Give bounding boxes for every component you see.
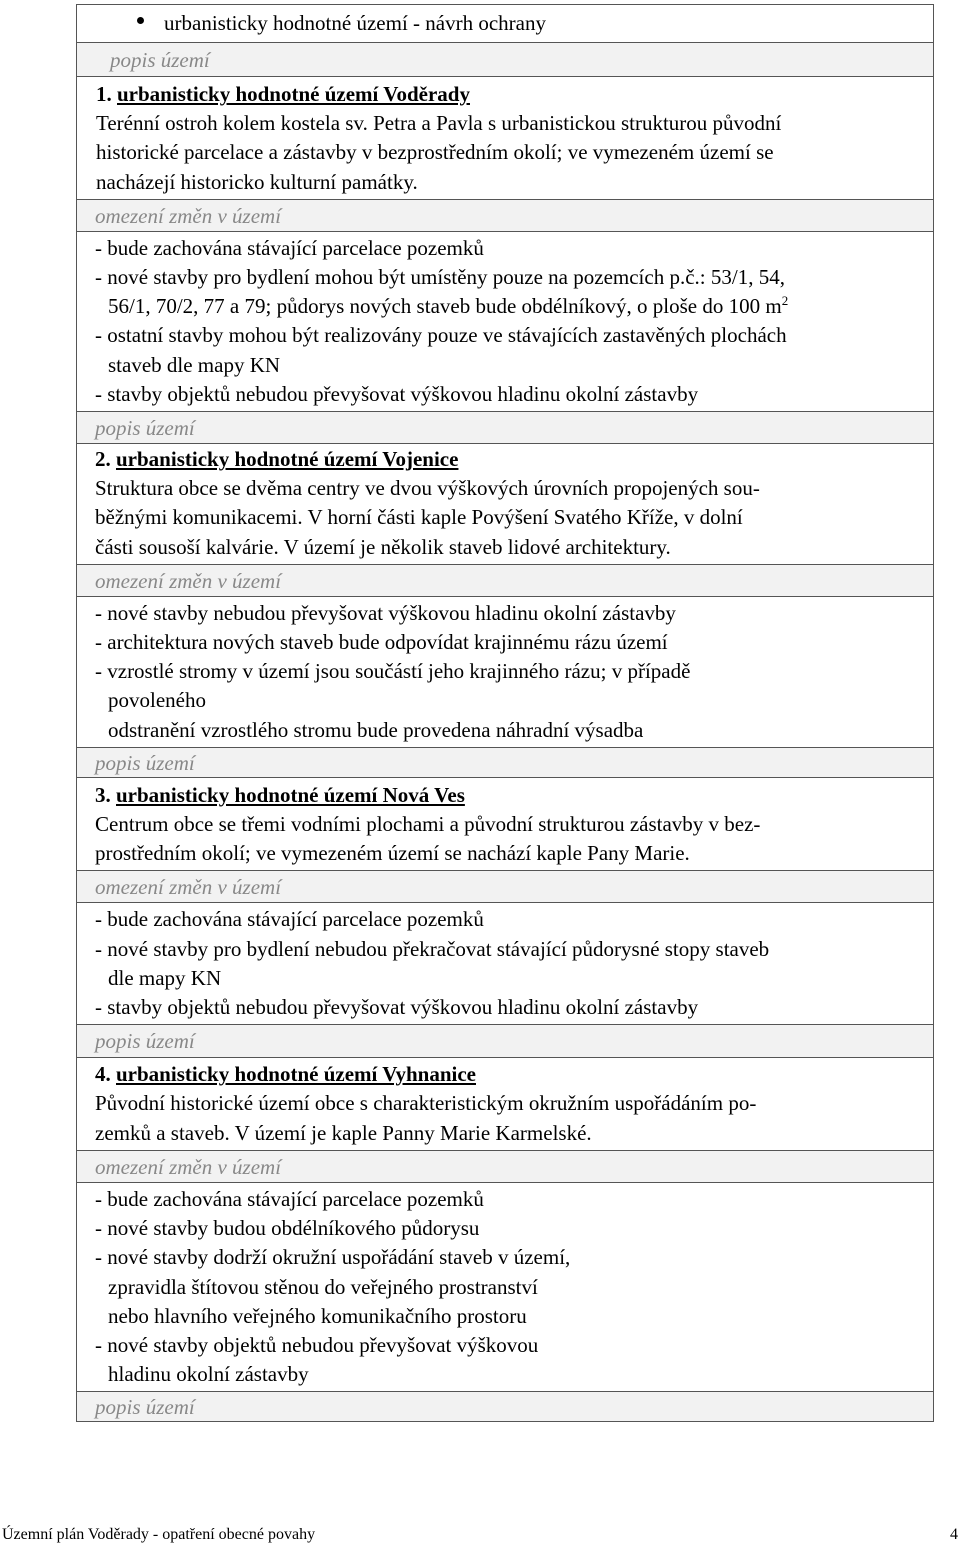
limit-line: povoleného	[108, 688, 206, 713]
limit-line: - nové stavby pro bydlení mohou být umístěny pouze na pozemcích p.č.: 53/1, 54,	[95, 265, 785, 290]
limit-line: - nové stavby objektů nebudou převyšovat výškovou	[95, 1332, 539, 1357]
section-2-limits	[77, 596, 933, 747]
description-line: prostředním okolí; ve vymezeném území se nachází kaple Pany Marie.	[95, 841, 690, 866]
section-4-description	[77, 1057, 933, 1150]
limit-line: nebo hlavního veřejného komunikačního prostoru	[108, 1303, 527, 1328]
limit-line: dle mapy KN	[108, 965, 222, 990]
section-1-name: urbanisticky hodnotné území Voděrady	[117, 82, 470, 106]
popis-label: popis území	[95, 1029, 195, 1054]
limit-line	[77, 292, 933, 321]
limit-line: - nové stavby budou obdélníkového půdorysu	[95, 1216, 480, 1241]
limit-line: - nové stavby pro bydlení nebudou překračovat stávající půdorysné stopy staveb	[95, 936, 770, 961]
section-2-description	[77, 443, 933, 564]
section-3-name: urbanisticky hodnotné území Nová Ves	[116, 782, 465, 807]
label-row	[77, 564, 933, 596]
section-1-number: 1.	[96, 82, 112, 106]
description-line: Původní historické území obce s charakteristickým okružním uspořádáním po-	[95, 1091, 757, 1116]
page-number: 4	[950, 1526, 958, 1543]
omezeni-label: omezení změn v území	[95, 568, 282, 593]
limit-line: staveb dle mapy KN	[108, 352, 281, 377]
limit-line: hladinu okolní zástavby	[108, 1362, 309, 1387]
limit-line: - vzrostlé stromy v území jsou součástí jeho krajinného rázu; v případě	[95, 659, 691, 684]
limit-line: odstranění vzrostlého stromu bude provedena náhradní výsadba	[108, 717, 644, 742]
limit-line: - stavby objektů nebudou převyšovat výškovou hladinu okolní zástavby	[95, 381, 699, 406]
section-1-title	[77, 80, 933, 109]
description-line: části sousoší kalvárie. V území je několik staveb lidové architektury.	[95, 534, 671, 559]
label-row	[77, 1391, 933, 1421]
popis-label: popis území	[95, 750, 195, 775]
section-3-title	[77, 781, 933, 810]
section-4-limits	[77, 1182, 933, 1391]
label-row	[77, 1150, 933, 1182]
section-heading-row	[77, 5, 933, 42]
popis-label: popis území	[95, 1395, 195, 1420]
section-4-number: 4.	[95, 1062, 111, 1087]
section-4-name: urbanisticky hodnotné území Vyhnanice	[116, 1062, 476, 1087]
limit-line: zpravidla štítovou stěnou do veřejného prostranství	[108, 1274, 538, 1299]
description-line: běžnými komunikacemi. V horní části kaple Povýšení Svatého Kříže, v dolní	[95, 505, 743, 530]
section-3-number: 3.	[95, 782, 111, 807]
omezeni-label: omezení změn v území	[95, 203, 282, 228]
limit-line: - stavby objektů nebudou převyšovat výškovou hladinu okolní zástavby	[95, 995, 699, 1020]
limit-line: - nové stavby dodrží okružní uspořádání staveb v území,	[95, 1245, 571, 1270]
section-3-limits	[77, 902, 933, 1024]
limit-line: - bude zachována stávající parcelace pozemků	[95, 907, 484, 932]
omezeni-label: omezení změn v území	[95, 1154, 282, 1179]
superscript: 2	[781, 293, 789, 309]
description-line: nacházejí historicko kulturní památky.	[96, 169, 418, 194]
popis-label: popis území	[95, 416, 195, 441]
section-2-name: urbanisticky hodnotné území Vojenice	[116, 447, 459, 472]
label-row	[77, 411, 933, 443]
page-footer	[2, 1524, 958, 1546]
limit-line: - bude zachována stávající parcelace pozemků	[95, 1186, 484, 1211]
limit-line: - ostatní stavby mohou být realizovány pouze ve stávajících zastavěných plochách	[95, 323, 787, 348]
section-1-description	[77, 76, 933, 199]
description-line: Struktura obce se dvěma centry ve dvou výškových úrovních propojených sou-	[95, 476, 760, 501]
label-row	[77, 42, 933, 76]
limit-text: 56/1, 70/2, 77 a 79; půdorys nových staveb bude obdélníkový, o ploše do 100 m	[108, 294, 782, 319]
description-line: Terénní ostroh kolem kostela sv. Petra a Pavla s urbanistickou strukturou původní	[96, 111, 782, 136]
description-line: zemků a staveb. V území je kaple Panny Marie Karmelské.	[95, 1120, 592, 1145]
section-heading: urbanisticky hodnotné území - návrh ochrany	[164, 11, 546, 35]
document-table	[76, 4, 934, 1422]
description-line: Centrum obce se třemi vodními plochami a původní strukturou zástavby v bez-	[95, 812, 761, 837]
section-3-description	[77, 777, 933, 871]
footer-text: Územní plán Voděrady - opatření obecné povahy	[2, 1526, 316, 1543]
section-4-title	[77, 1060, 933, 1089]
popis-label: popis území	[110, 48, 210, 72]
bullet-icon	[137, 17, 144, 24]
section-1-limits	[77, 231, 933, 411]
section-2-title	[77, 445, 933, 474]
omezeni-label: omezení změn v území	[95, 875, 282, 900]
label-row	[77, 1024, 933, 1057]
limit-line: - nové stavby nebudou převyšovat výškovou hladinu okolní zástavby	[95, 600, 676, 625]
limit-line: - bude zachována stávající parcelace pozemků	[95, 235, 484, 260]
label-row	[77, 870, 933, 902]
label-row	[77, 199, 933, 231]
section-2-number: 2.	[95, 447, 111, 472]
limit-line: - architektura nových staveb bude odpovídat krajinnému rázu území	[95, 630, 668, 655]
description-line: historické parcelace a zástavby v bezprostředním okolí; ve vymezeném území se	[96, 140, 774, 165]
label-row	[77, 747, 933, 777]
